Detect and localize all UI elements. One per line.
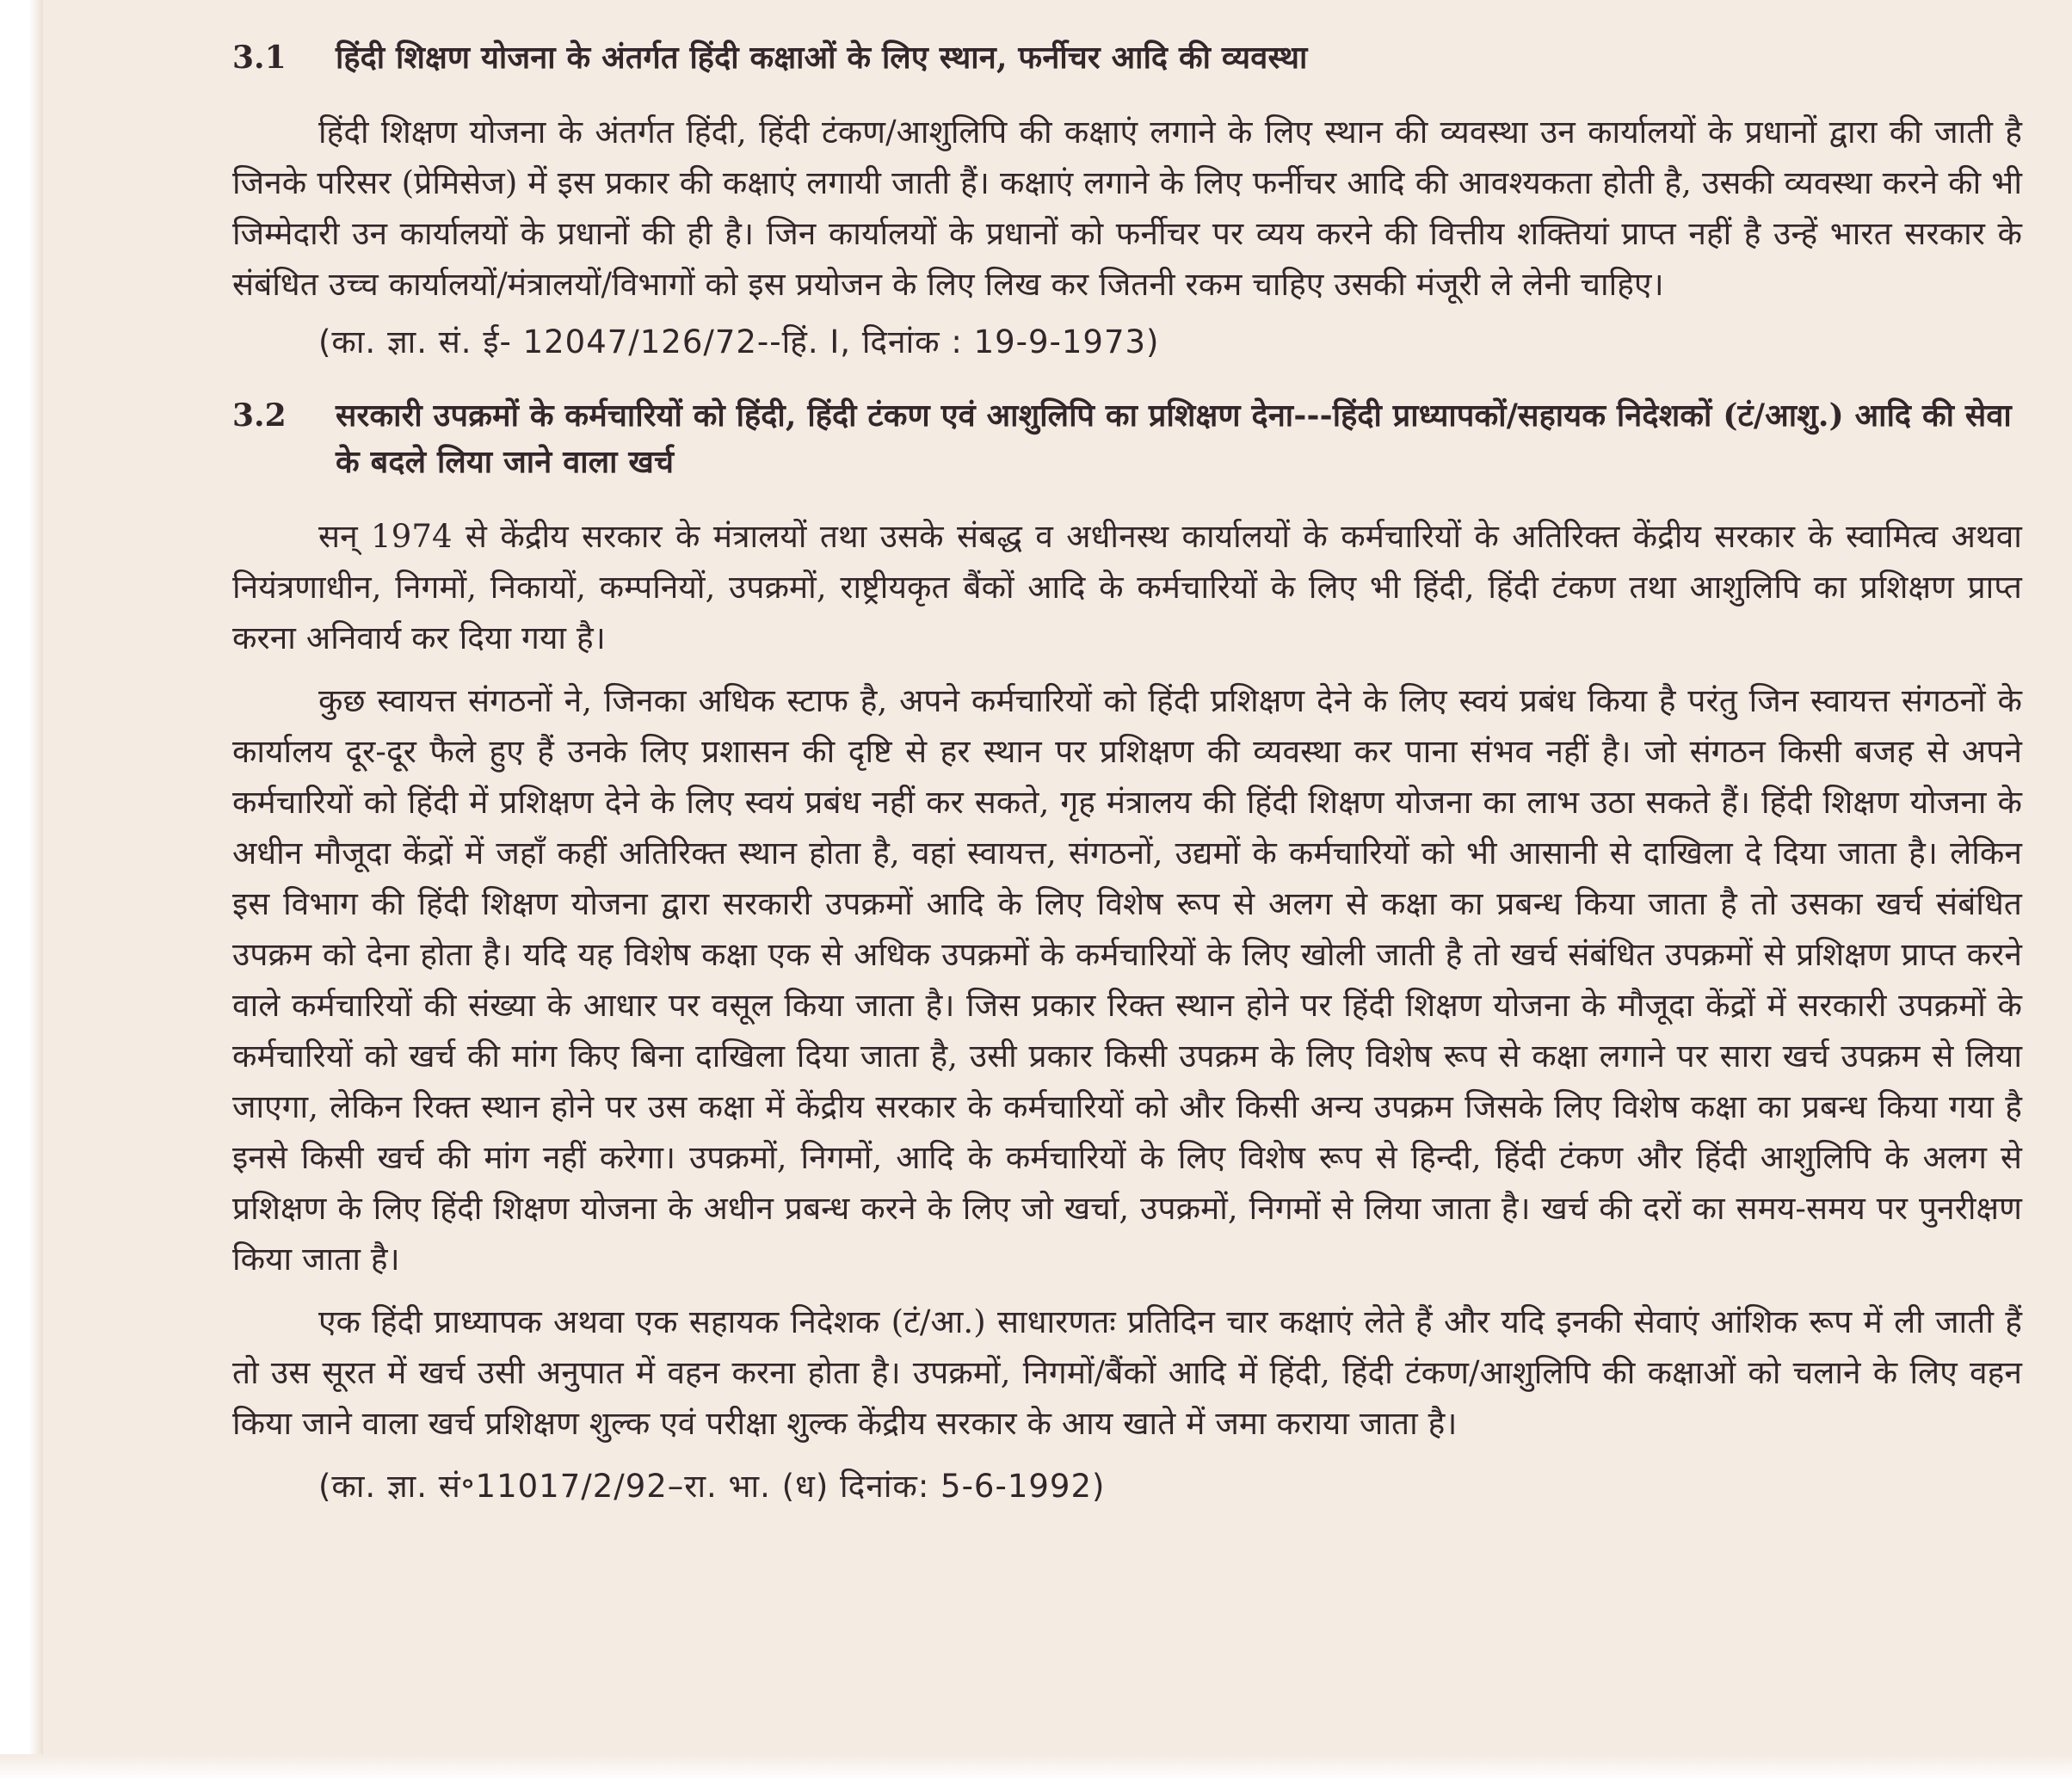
section-heading-3-2: [232, 392, 2022, 485]
section-number: 3.2: [232, 397, 287, 434]
section-title: सरकारी उपक्रमों के कर्मचारियों को हिंदी, हिंदी टंकण एवं आशुलिपि का प्रशिक्षण देना---हिंदी प्राध्यापकों/सहायक निदेशकों (टं/आशु.) आदि की सेवा के बदले लिया जाने वाला खर्च: [336, 397, 2012, 480]
section-heading-3-1: [232, 34, 2022, 81]
paragraph: हिंदी शिक्षण योजना के अंतर्गत हिंदी, हिंदी टंकण/आशुलिपि की कक्षाएं लगाने के लिए स्थान की व्यवस्था उन कार्यालयों के प्रधानों द्वारा की जाती है जिनके परिसर (प्रेमिसेज) में इस प्रकार की कक्षाएं लगायी जाती हैं। कक्षाएं लगाने के लिए फर्नीचर आदि की आवश्यकता होती है, उसकी व्यवस्था करने की भी जिम्मेदारी उन कार्यालयों के प्रधानों की ही है। जिन कार्यालयों के प्रधानों को फर्नीचर पर व्यय करने की वित्तीय शक्तियां प्राप्त नहीं है उन्हें भारत सरकार के संबंधित उच्च कार्यालयों/मंत्रालयों/विभागों को इस प्रयोजन के लिए लिख कर जितनी रकम चाहिए उसकी मंजूरी ले लेनी चाहिए।: [232, 114, 2022, 303]
section-title: हिंदी शिक्षण योजना के अंतर्गत हिंदी कक्षाओं के लिए स्थान, फर्नीचर आदि की व्यवस्था: [336, 40, 1308, 76]
paragraph: सन् 1974 से केंद्रीय सरकार के मंत्रालयों तथा उसके संबद्ध व अधीनस्थ कार्यालयों के कर्मचारियों के अतिरिक्त केंद्रीय सरकार के स्वामित्व अथवा नियंत्रणाधीन, निगमों, निकायों, कम्पनियों, उपक्रमों, राष्ट्रीयकृत बैंकों आदि के कर्मचारियों के लिए भी हिंदी, हिंदी टंकण तथा आशुलिपि का प्रशिक्षण प्राप्त करना अनिवार्य कर दिया गया है।: [232, 518, 2022, 656]
section-number: 3.1: [232, 40, 287, 76]
document-body: [232, 34, 2022, 1537]
reference-note: (का. ज्ञा. सं. ई- 12047/126/72--हिं. I, दिनांक : 19-9-1973): [318, 323, 1160, 360]
page-bottom-edge: [0, 1754, 2072, 1780]
paragraph: एक हिंदी प्राध्यापक अथवा एक सहायक निदेशक (टं/आ.) साधारणतः प्रतिदिन चार कक्षाएं लेते हैं और यदि इनकी सेवाएं आंशिक रूप में ली जाती हैं तो उस सूरत में खर्च उसी अनुपात में वहन करना होता है। उपक्रमों, निगमों/बैंकों आदि में हिंदी, हिंदी टंकण/आशुलिपि की कक्षाओं को चलाने के लिए वहन किया जाने वाला खर्च प्रशिक्षण शुल्क एवं परीक्षा शुल्क केंद्रीय सरकार के आय खाते में जमा कराया जाता है।: [232, 1303, 2022, 1442]
reference-note: (का. ज्ञा. सं॰11017/2/92–रा. भा. (ध) दिनांक: 5-6-1992): [318, 1468, 1106, 1505]
paragraph: कुछ स्वायत्त संगठनों ने, जिनका अधिक स्टाफ है, अपने कर्मचारियों को हिंदी प्रशिक्षण देने के लिए स्वयं प्रबंध किया है परंतु जिन स्वायत्त संगठनों के कार्यालय दूर-दूर फैले हुए हैं उनके लिए प्रशासन की दृष्टि से हर स्थान पर प्रशिक्षण की व्यवस्था कर पाना संभव नहीं है। जो संगठन किसी बजह से अपने कर्मचारियों को हिंदी में प्रशिक्षण देने के लिए स्वयं प्रबंध नहीं कर सकते, गृह मंत्रालय की हिंदी शिक्षण योजना का लाभ उठा सकते हैं। हिंदी शिक्षण योजना के अधीन मौजूदा केंद्रों में जहाँ कहीं अतिरिक्त स्थान होता है, वहां स्वायत्त, संगठनों, उद्यमों के कर्मचारियों को भी आसानी से दाखिला दे दिया जाता है। लेकिन इस विभाग की हिंदी शिक्षण योजना द्वारा सरकारी उपक्रमों आदि के लिए विशेष रूप से अलग से कक्षा का प्रबन्ध किया जाता है तो उसका खर्च संबंधित उपक्रम को देना होता है। यदि यह विशेष कक्षा एक से अधिक उपक्रमों के कर्मचारियों के लिए खोली जाती है तो खर्च संबंधित उपक्रमों से प्रशिक्षण प्राप्त करने वाले कर्मचारियों की संख्या के आधार पर वसूल किया जाता है। जिस प्रकार रिक्त स्थान होने पर हिंदी शिक्षण योजना के मौजूदा केंद्रों में सरकारी उपक्रमों के कर्मचारियों को खर्च की मांग किए बिना दाखिला दिया जाता है, उसी प्रकार किसी उपक्रम के लिए विशेष रूप से कक्षा लगाने पर सारा खर्च उपक्रम से लिया जाएगा, लेकिन रिक्त स्थान होने पर उस कक्षा में केंद्रीय सरकार के कर्मचारियों को और किसी अन्य उपक्रम जिसके लिए विशेष कक्षा का प्रबन्ध किया गया है इनसे किसी खर्च की मांग नहीं करेगा। उपक्रमों, निगमों, आदि के कर्मचारियों के लिए विशेष रूप से हिन्दी, हिंदी टंकण और हिंदी आशुलिपि के अलग से प्रशिक्षण के लिए हिंदी शिक्षण योजना के अधीन प्रबन्ध करने के लिए जो खर्चा, उपक्रमों, निगमों से लिया जाता है। खर्च की दरों का समय-समय पर पुनरीक्षण किया जाता है।: [232, 682, 2022, 1278]
page-gutter: [0, 0, 43, 1780]
